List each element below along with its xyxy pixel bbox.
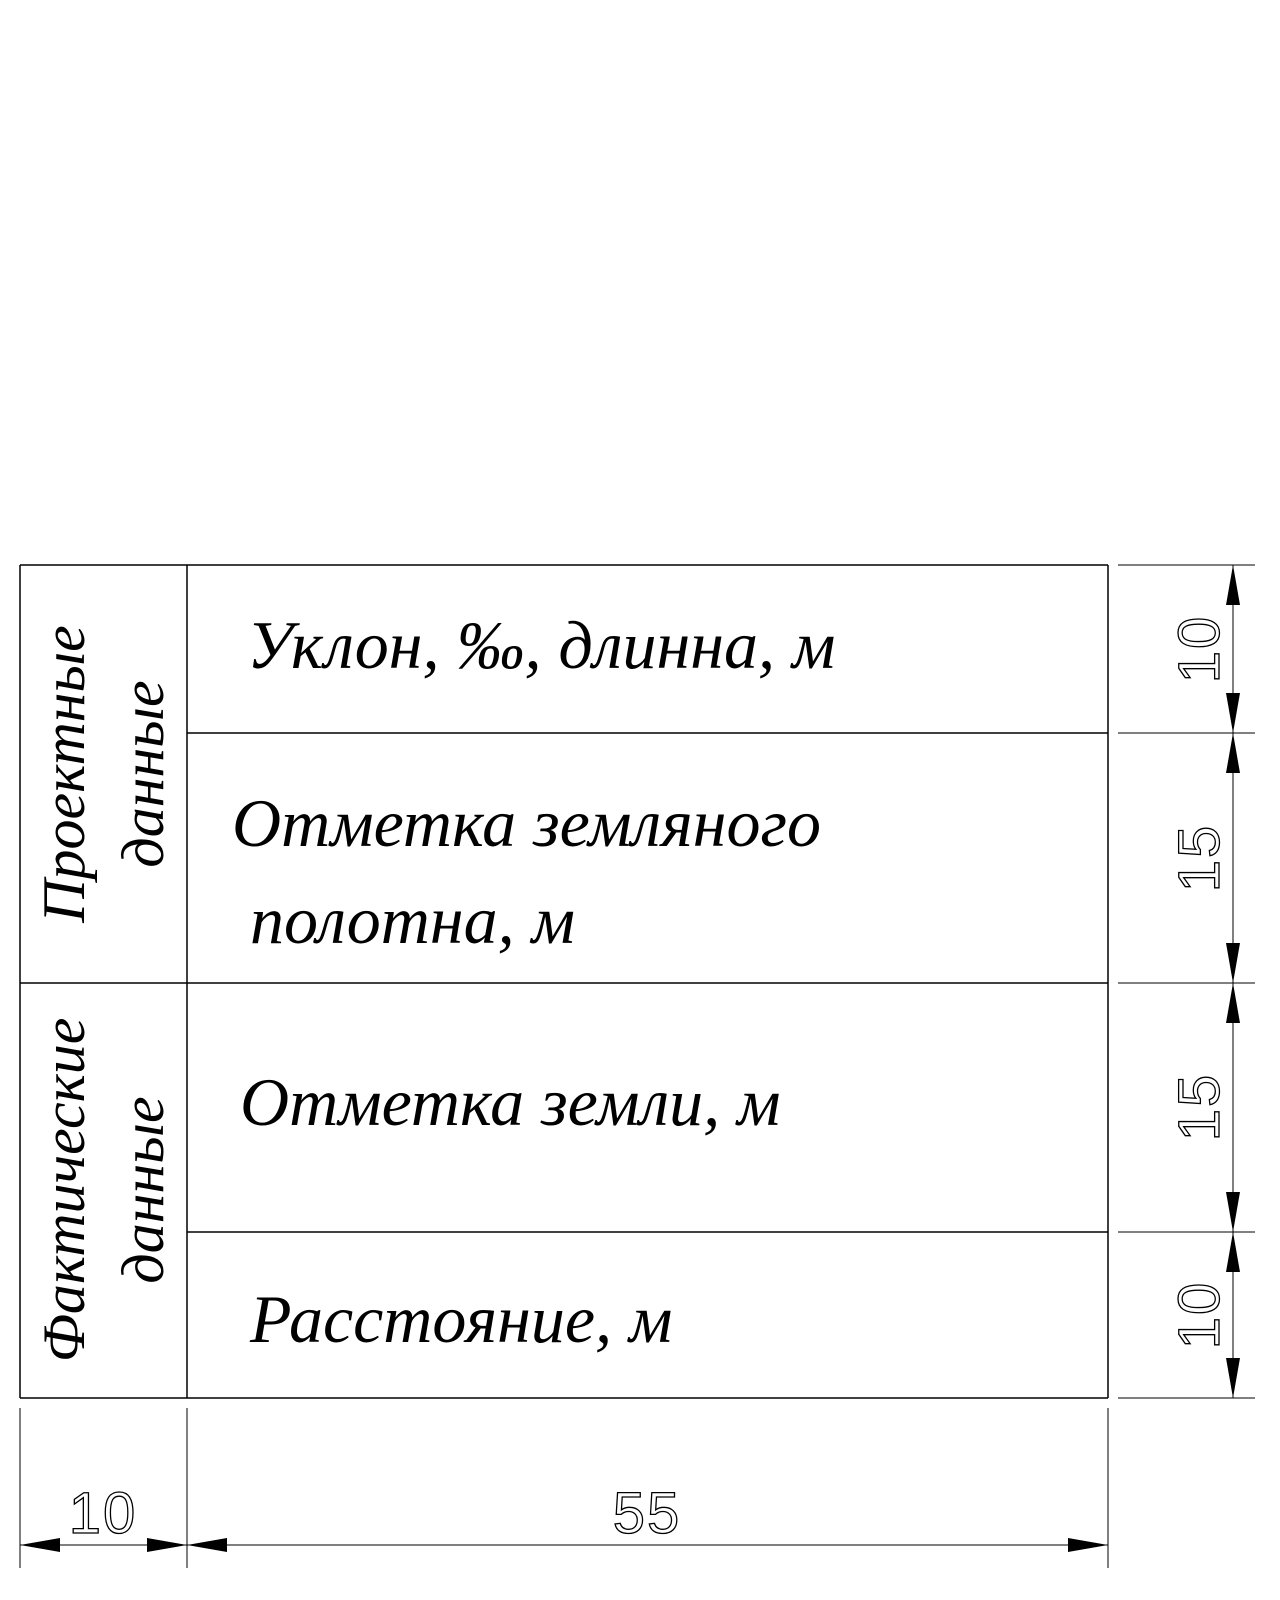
group-actual-data-line-2: данные xyxy=(110,1096,176,1284)
row-label-subgrade-elevation-line-1: Отметка земляного xyxy=(232,785,822,861)
group-actual-data xyxy=(31,1018,176,1363)
row-label-ground-elevation: Отметка земли, м xyxy=(240,1064,781,1140)
dimension-row-3: 15 xyxy=(1167,1072,1232,1142)
dimension-row-2: 15 xyxy=(1167,823,1232,893)
dimension-column-1: 10 xyxy=(68,1481,138,1546)
dimension-row-1: 10 xyxy=(1167,614,1232,684)
row-height-dimensions xyxy=(1118,565,1255,1398)
group-actual-data-line-1: Фактические xyxy=(31,1017,97,1363)
column-width-dimensions xyxy=(20,1408,1108,1568)
row-label-subgrade-elevation-line-2: полотна, м xyxy=(250,882,576,958)
group-project-data xyxy=(31,625,176,924)
group-project-data-line-2: данные xyxy=(110,680,176,868)
table-frame xyxy=(20,565,1108,1398)
group-project-data-line-1: Проектные xyxy=(31,625,97,923)
dimension-row-4: 10 xyxy=(1167,1280,1232,1350)
row-label-distance: Расстояние, м xyxy=(250,1281,673,1357)
row-label-slope-length: Уклон, ‰, длинна, м xyxy=(247,607,836,683)
dimension-column-2: 55 xyxy=(612,1481,682,1546)
